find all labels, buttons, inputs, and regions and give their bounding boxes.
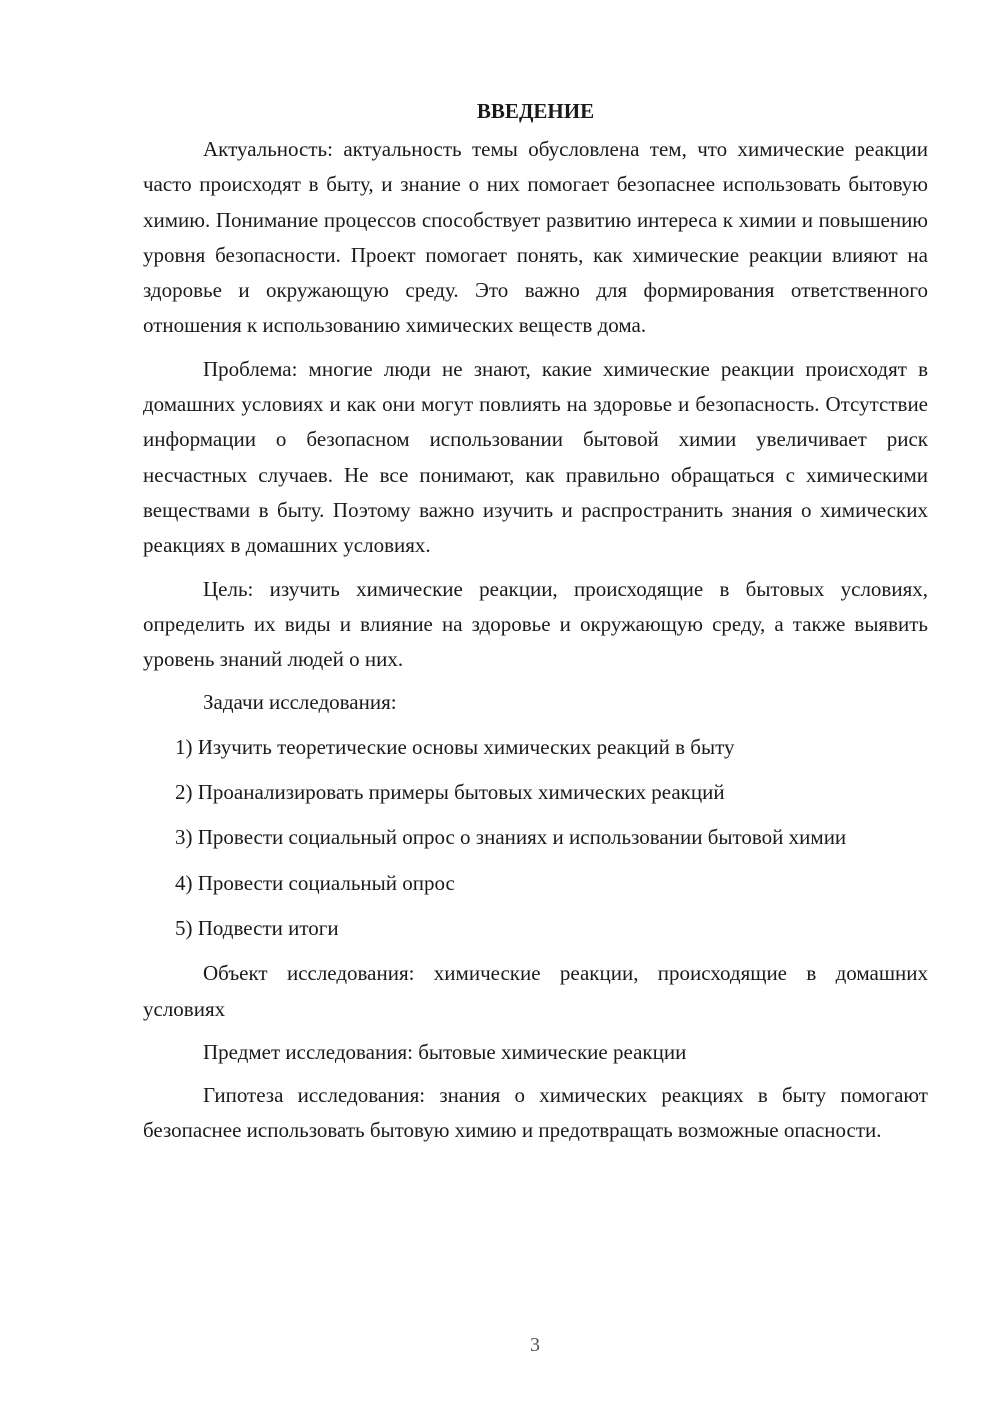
task-item: 3) Провести социальный опрос о знаниях и использовании бытовой химии	[175, 825, 847, 850]
problem-paragraph: Проблема: многие люди не знают, какие химические реакции происходят в домашних условиях и как они могут повлиять на здоровье и безопасность. Отсутствие информации о безопасном использовании бытовой химии увеличивает риск несчастных случаев. Не все понимают, как правильно обращаться с химическими веществами в быту. Поэтому важно изучить и распространить знания о химических реакциях в домашних условиях.	[143, 356, 928, 558]
subject-paragraph: Предмет исследования: бытовые химические реакции	[203, 1039, 687, 1064]
task-item: 5) Подвести итоги	[175, 915, 339, 940]
hypothesis-paragraph: Гипотеза исследования: знания о химических реакциях в быту помогают безопаснее использовать бытовую химию и предотвращать возможные опасности.	[143, 1083, 928, 1143]
section-title: ВВЕДЕНИЕ	[476, 99, 595, 123]
goal-paragraph: Цель: изучить химические реакции, происходящие в бытовых условиях, определить их виды и влияние на здоровье и окружающую среду, а также выявить уровень знаний людей о них.	[143, 576, 928, 672]
task-item: 2) Проанализировать примеры бытовых химических реакций	[175, 780, 725, 805]
tasks-heading: Задачи исследования:	[203, 690, 397, 715]
document-page	[143, 96, 928, 1157]
tasks-list	[143, 730, 928, 946]
page-number: 3	[530, 1334, 540, 1356]
relevance-paragraph: Актуальность: актуальность темы обусловлена тем, что химические реакции часто происходят в быту, и знание о них помогает безопаснее использовать бытовую химию. Понимание процессов способствует развитию интереса к химии и повышению уровня безопасности. Проект помогает понять, как химические реакции влияют на здоровье и окружающую среду. Это важно для формирования ответственного отношения к использованию химических веществ дома.	[143, 137, 928, 338]
object-paragraph: Объект исследования: химические реакции, происходящие в домашних условиях	[143, 961, 928, 1021]
task-item: 1) Изучить теоретические основы химических реакций в быту	[175, 734, 735, 759]
task-item: 4) Провести социальный опрос	[175, 870, 455, 895]
